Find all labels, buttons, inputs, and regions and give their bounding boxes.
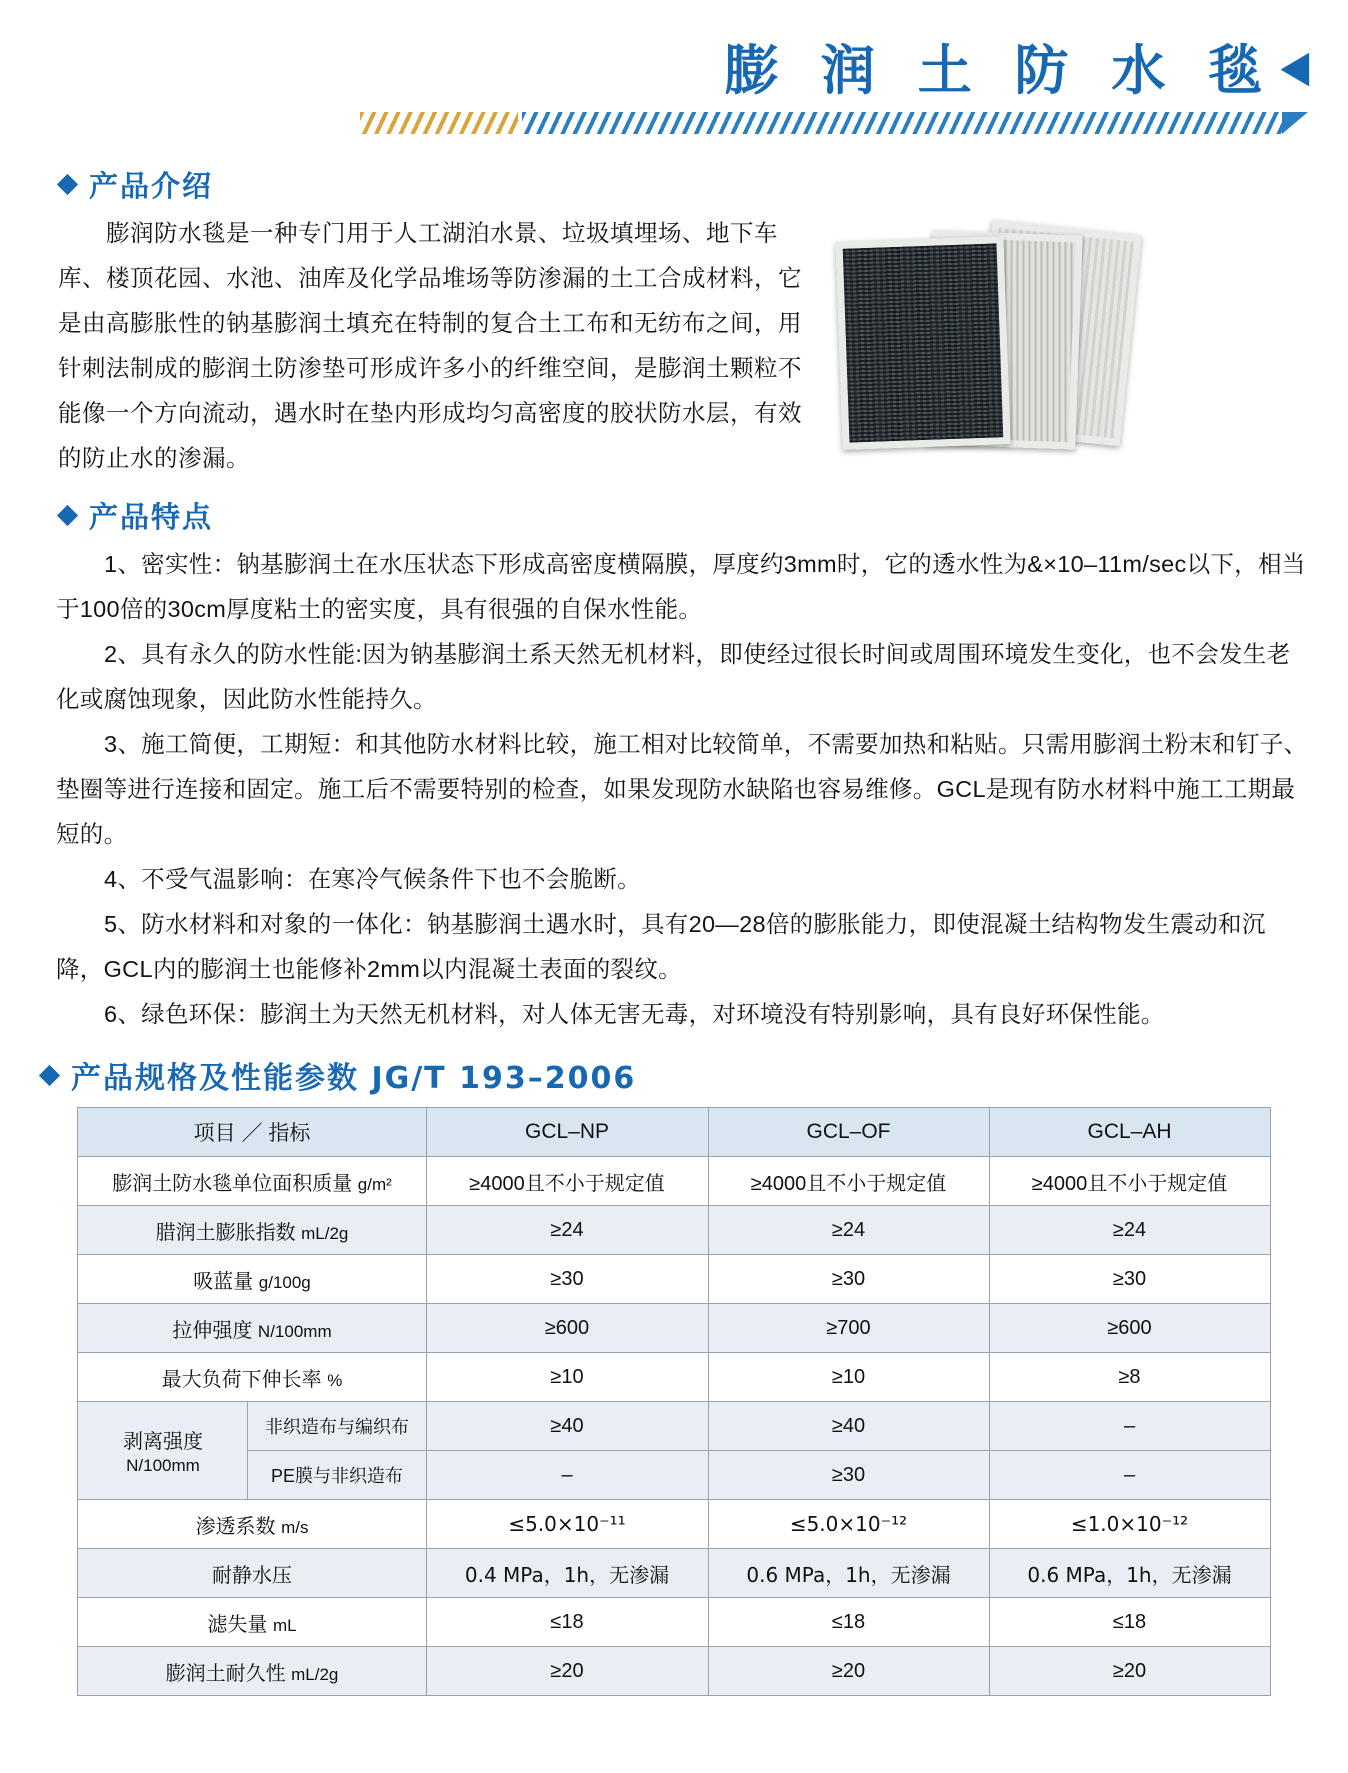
item-name: 剥离强度 [122,1430,203,1453]
row-item-label [78,1304,426,1353]
row-item-label [78,1353,426,1402]
table-cell: ≤18 [989,1598,1270,1647]
table-header-cell: GCL–OF [708,1108,989,1157]
table-cell: ≥30 [708,1451,989,1500]
table-cell: ≤5.0×10⁻¹² [708,1500,989,1549]
section-head-intro [60,164,1348,205]
table-row [78,1647,1270,1696]
item-unit: g/m² [357,1174,392,1194]
section-title-features: 产品特点 [89,500,214,534]
table-cell: ≤1.0×10⁻¹² [989,1500,1270,1549]
table-cell: ≥10 [426,1353,708,1402]
diamond-bullet-icon [57,174,78,195]
row-item-label [78,1206,426,1255]
decorative-stripe-band [360,112,1308,140]
diamond-bullet-icon [39,1064,60,1085]
item-name: 吸蓝量 [193,1270,254,1293]
table-cell: ≥40 [426,1402,708,1451]
item-name: 拉伸强度 [172,1319,253,1342]
title-row [0,0,1348,105]
features-list [0,540,1348,1037]
table-cell: ≥20 [426,1647,708,1696]
item-unit: g/100g [258,1272,311,1292]
table-cell: ≥24 [426,1206,708,1255]
section-head-features [60,495,1348,536]
row-item-label [78,1647,426,1696]
row-item-label [78,1598,426,1647]
row-subitem-label: 非织造布与编织布 [248,1402,426,1451]
item-unit: mL/2g [291,1664,339,1684]
item-name: 膨润土耐久性 [165,1662,286,1685]
item-name: 膨润土防水毯单位面积质量 [112,1172,353,1195]
row-item-label [78,1500,426,1549]
table-cell: 0.6 MPa，1h，无渗漏 [989,1549,1270,1598]
table-row [78,1549,1270,1598]
item-unit: mL/2g [301,1223,349,1243]
table-cell: ≥30 [708,1255,989,1304]
table-header-row [78,1108,1270,1157]
stripe-gold [360,112,518,134]
table-cell: ≥30 [426,1255,708,1304]
row-item-label [78,1255,426,1304]
section-title-intro: 产品介绍 [89,169,214,203]
section-title-specs: 产品规格及性能参数 JG/T 193–2006 [71,1061,637,1096]
feature-item: 3、施工简便，工期短：和其他防水材料比较，施工相对比较简单，不需要加热和粘贴。只需用膨润土粉末和钉子、垫圈等进行连接和固定。施工后不需要特别的检查，如果发现防水缺陷也容易维修。GCL是现有防水材料中施工工期最短的。 [56,731,1308,847]
table-row [78,1255,1270,1304]
item-name: 渗透系数 [195,1515,276,1538]
row-item-label [78,1549,426,1598]
item-unit: % [327,1370,343,1390]
row-subitem-label: PE膜与非织造布 [248,1451,426,1500]
item-unit: N/100mm [257,1321,332,1341]
table-header-cell: GCL–NP [426,1108,708,1157]
table-row [78,1598,1270,1647]
table-cell: ≥20 [989,1647,1270,1696]
table-cell: ≥24 [708,1206,989,1255]
item-unit: N/100mm [126,1455,200,1475]
table-cell: ≥700 [708,1304,989,1353]
page-title: 膨 润 土 防 水 毯 [724,39,1275,102]
section-head-specs [42,1053,1348,1097]
table-cell: ≤18 [426,1598,708,1647]
intro-block [0,211,1348,481]
table-cell: ≥40 [708,1402,989,1451]
item-unit: mL [272,1615,297,1635]
table-cell: ≥24 [989,1206,1270,1255]
table-cell: ≤18 [708,1598,989,1647]
table-header-cell: 项目 ／ 指标 [78,1108,426,1157]
feature-item: 6、绿色环保：膨润土为天然无机材料，对人体无害无毒，对环境没有特别影响，具有良好环保性能。 [104,1001,1165,1027]
table-cell: ≥8 [989,1353,1270,1402]
row-item-label [78,1402,248,1500]
feature-item: 4、不受气温影响：在寒冷气候条件下也不会脆断。 [104,866,641,892]
table-cell: 0.4 MPa，1h，无渗漏 [426,1549,708,1598]
left-arrow-icon: ◀ [1280,41,1310,91]
table-cell: ≥600 [989,1304,1270,1353]
table-header-cell: GCL–AH [989,1108,1270,1157]
table-cell: ≥4000且不小于规定值 [989,1157,1270,1206]
item-unit: m/s [281,1517,309,1537]
stripe-blue [522,112,1284,134]
page-header [0,0,1348,150]
spec-table [77,1107,1270,1696]
table-cell: ≥4000且不小于规定值 [708,1157,989,1206]
table-cell: – [989,1402,1270,1451]
table-cell: – [989,1451,1270,1500]
table-row [78,1353,1270,1402]
table-row [78,1206,1270,1255]
table-cell: ≥30 [989,1255,1270,1304]
table-cell: 0.6 MPa，1h，无渗漏 [708,1549,989,1598]
item-name: 滤失量 [207,1613,268,1636]
table-cell: ≤5.0×10⁻¹¹ [426,1500,708,1549]
table-row [78,1451,1270,1500]
table-row [78,1304,1270,1353]
product-photo [833,221,1163,461]
table-row [78,1402,1270,1451]
product-sheet-front [835,236,1010,450]
diamond-bullet-icon [57,505,78,526]
table-cell: ≥10 [708,1353,989,1402]
item-name: 耐静水压 [211,1564,292,1587]
table-row [78,1500,1270,1549]
table-cell: ≥20 [708,1647,989,1696]
feature-item: 2、具有永久的防水性能:因为钠基膨润土系天然无机材料，即使经过很长时间或周围环境发生变化，也不会发生老化或腐蚀现象，因此防水性能持久。 [56,641,1291,712]
table-cell: ≥600 [426,1304,708,1353]
feature-item: 5、防水材料和对象的一体化：钠基膨润土遇水时，具有20—28倍的膨胀能力，即使混凝土结构物发生震动和沉降，GCL内的膨润土也能修补2mm以内混凝土表面的裂纹。 [56,911,1266,982]
table-row [78,1157,1270,1206]
item-name: 腊润土膨胀指数 [155,1221,296,1244]
feature-item: 1、密实性：钠基膨润土在水压状态下形成高密度横隔膜，厚度约3mm时，它的透水性为&×10–11m/sec以下，相当于100倍的30cm厚度粘土的密实度，具有很强的自保水性能。 [56,551,1306,622]
stripe-triangle [1282,112,1308,134]
table-cell: – [426,1451,708,1500]
table-cell: ≥4000且不小于规定值 [426,1157,708,1206]
item-name: 最大负荷下伸长率 [161,1368,322,1391]
row-item-label [78,1157,426,1206]
intro-paragraph: 膨润防水毯是一种专门用于人工湖泊水景、垃圾填埋场、地下车库、楼顶花园、水池、油库及化学品堆场等防渗漏的土工合成材料，它是由高膨胀性的钠基膨润土填充在特制的复合土工布和无纺布之间，用针刺法制成的膨润土防渗垫可形成许多小的纤维空间，是膨润土颗粒不能像一个方向流动，遇水时在垫内形成均匀高密度的胶状防水层，有效的防止水的渗漏。 [58,220,802,471]
